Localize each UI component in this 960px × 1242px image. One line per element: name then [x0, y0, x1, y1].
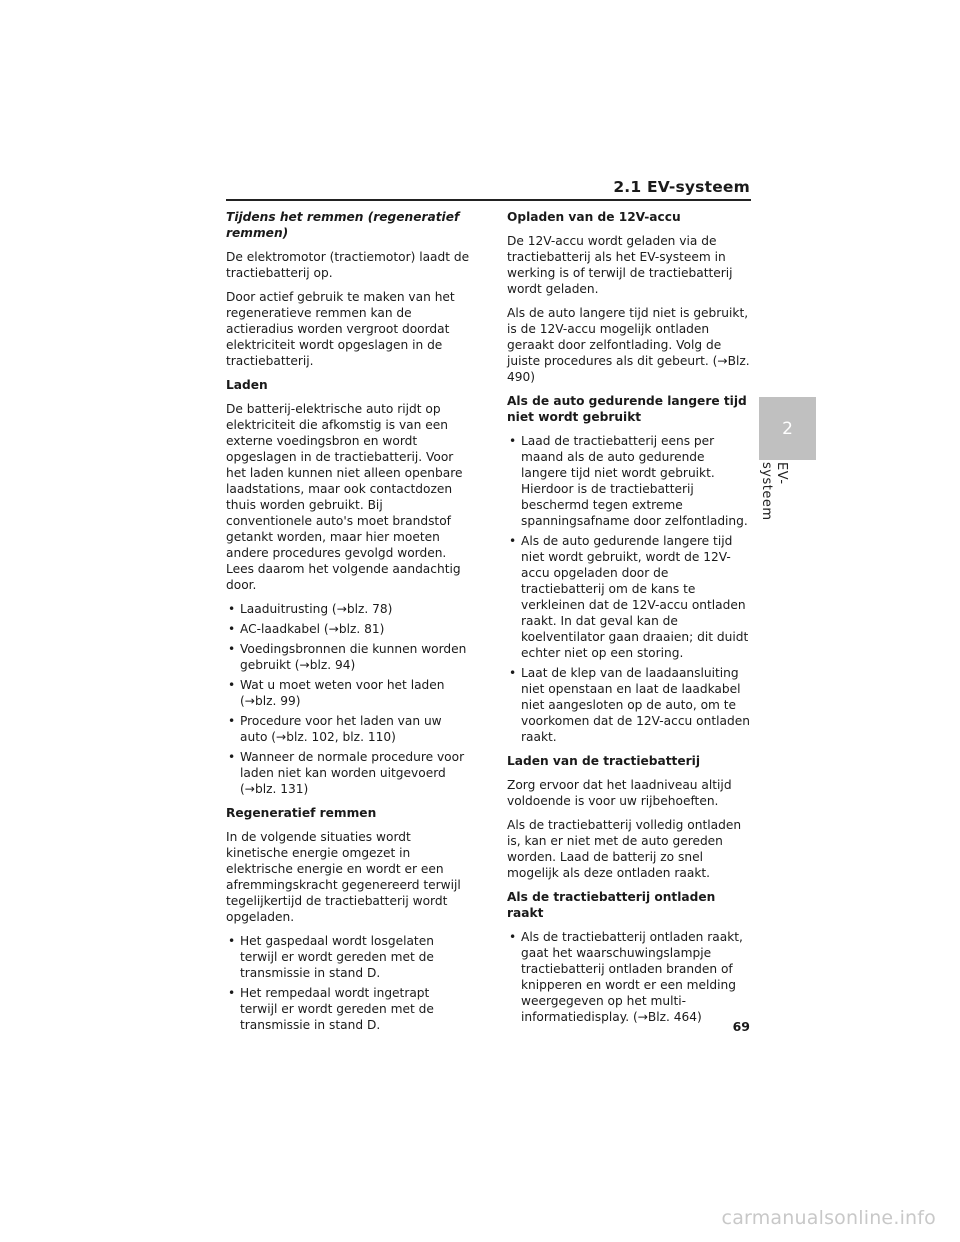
bullet-icon: •: [228, 602, 236, 616]
left-column: [226, 209, 470, 1041]
list-item-text: Als de tractiebatterij ontladen raakt, gaat het waarschuwingslampje tractiebatterij ontladen branden of knipperen en wordt er een melding weergegeven op het multi-informatiedisplay. (→Blz. 464): [521, 930, 743, 1024]
bullet-icon: •: [228, 622, 236, 636]
bullet-icon: •: [509, 534, 517, 548]
list-item-text: Wat u moet weten voor het laden (→blz. 99): [240, 678, 445, 708]
reference-list: [226, 601, 470, 797]
list-item: [226, 985, 470, 1033]
list-item: [226, 713, 470, 745]
heading-regenerative-braking-italic: Tijdens het remmen (regeneratief remmen): [226, 210, 460, 240]
list-item-text: Procedure voor het laden van uw auto (→blz. 102, blz. 110): [240, 714, 442, 744]
bullet-icon: •: [228, 714, 236, 728]
paragraph: In de volgende situaties wordt kinetische energie omgezet in elektrische energie en wordt er een afremmingskracht gegenereerd terwijl tegelijkertijd de tractiebatterij wordt opgeladen.: [226, 830, 461, 924]
list-item-text: Laaduitrusting (→blz. 78): [240, 602, 393, 616]
list-item-text: Laad de tractiebatterij eens per maand als de auto gedurende langere tijd niet wordt gebruikt. Hierdoor is de tractiebatterij beschermd tegen extreme spanningsafname door zelfontlading.: [521, 434, 748, 528]
list-item: [226, 621, 470, 637]
list-item-text: Voedingsbronnen die kunnen worden gebruikt (→blz. 94): [240, 642, 467, 672]
right-column: [507, 209, 753, 1033]
chapter-tab-number: 2: [759, 397, 816, 460]
heading-12v-battery: Opladen van de 12V-accu: [507, 210, 681, 224]
chapter-tab-label-text: EV-systeem: [759, 462, 789, 521]
paragraph: De 12V-accu wordt geladen via de tractiebatterij als het EV-systeem in werking is of terwijl de tractiebatterij wordt geladen.: [507, 234, 733, 296]
discharge-list: [507, 929, 753, 1025]
list-item: [507, 665, 753, 745]
bullet-icon: •: [509, 666, 517, 680]
heading-regenerative-braking: Regeneratief remmen: [226, 806, 377, 820]
bullet-icon: •: [228, 750, 236, 764]
list-item-text: Wanneer de normale procedure voor laden niet kan worden uitgevoerd (→blz. 131): [240, 750, 465, 796]
paragraph: De batterij-elektrische auto rijdt op elektriciteit die afkomstig is van een externe voedingsbron en wordt opgeslagen in de tractiebatterij. Voor het laden kunnen niet alleen openbare laadstations, maar ook contactdozen thuis worden gebruikt. Bij conventionele auto's moet brandstof getankt worden, maar hier moeten andere procedures gevolgd worden. Lees daarom het volgende aandachtig door.: [226, 402, 463, 592]
list-item-text: Het rempedaal wordt ingetrapt terwijl er wordt gereden met de transmissie in stand D.: [240, 986, 434, 1032]
paragraph: Als de auto langere tijd niet is gebruikt, is de 12V-accu mogelijk ontladen geraakt door zelfontlading. Volg de juiste procedures als dit gebeurt. (→Blz. 490): [507, 306, 750, 384]
list-item: [226, 749, 470, 797]
page-number: 69: [732, 1019, 750, 1034]
watermark: carmanualsonline.info: [721, 1207, 936, 1229]
list-item: [226, 641, 470, 673]
chapter-tab-label: [759, 462, 789, 542]
heading-traction-battery-charging: Laden van de tractiebatterij: [507, 754, 701, 768]
header-divider: [226, 199, 751, 201]
heading-charging: Laden: [226, 378, 268, 392]
paragraph: Zorg ervoor dat het laadniveau altijd voldoende is voor uw rijbehoeften.: [507, 778, 732, 808]
bullet-icon: •: [509, 434, 517, 448]
list-item: [226, 933, 470, 981]
bullet-icon: •: [228, 678, 236, 692]
list-item-text: Als de auto gedurende langere tijd niet wordt gebruikt, wordt de 12V-accu opgeladen door de tractiebatterij om de kans te verkleinen dat de 12V-accu ontladen raakt. In dat geval kan de koelventilator gaan draaien; dit duidt echter niet op een storing.: [521, 534, 749, 660]
section-title: 2.1 EV-systeem: [613, 178, 750, 196]
list-item-text: AC-laadkabel (→blz. 81): [240, 622, 385, 636]
condition-list: [226, 933, 470, 1033]
bullet-icon: •: [228, 934, 236, 948]
list-item: [226, 601, 470, 617]
heading-battery-discharged: Als de tractiebatterij ontladen raakt: [507, 890, 716, 920]
paragraph: De elektromotor (tractiemotor) laadt de tractiebatterij op.: [226, 250, 470, 280]
heading-long-term-storage: Als de auto gedurende langere tijd niet wordt gebruikt: [507, 394, 747, 424]
list-item: [507, 433, 753, 529]
bullet-icon: •: [228, 642, 236, 656]
list-item: [226, 677, 470, 709]
list-item-text: Laat de klep van de laadaansluiting niet openstaan en laat de laadkabel niet aangesloten op de auto, om te voorkomen dat de 12V-accu ontladen raakt.: [521, 666, 750, 744]
storage-list: [507, 433, 753, 745]
bullet-icon: •: [509, 930, 517, 944]
list-item-text: Het gaspedaal wordt losgelaten terwijl er wordt gereden met de transmissie in stand D.: [240, 934, 434, 980]
list-item: [507, 533, 753, 661]
paragraph: Als de tractiebatterij volledig ontladen is, kan er niet met de auto gereden worden. Laad de batterij zo snel mogelijk als deze ontladen raakt.: [507, 818, 742, 880]
bullet-icon: •: [228, 986, 236, 1000]
list-item: [507, 929, 753, 1025]
paragraph: Door actief gebruik te maken van het regeneratieve remmen kan de actieradius worden vergroot doordat elektriciteit wordt opgeslagen in de tractiebatterij.: [226, 290, 455, 368]
